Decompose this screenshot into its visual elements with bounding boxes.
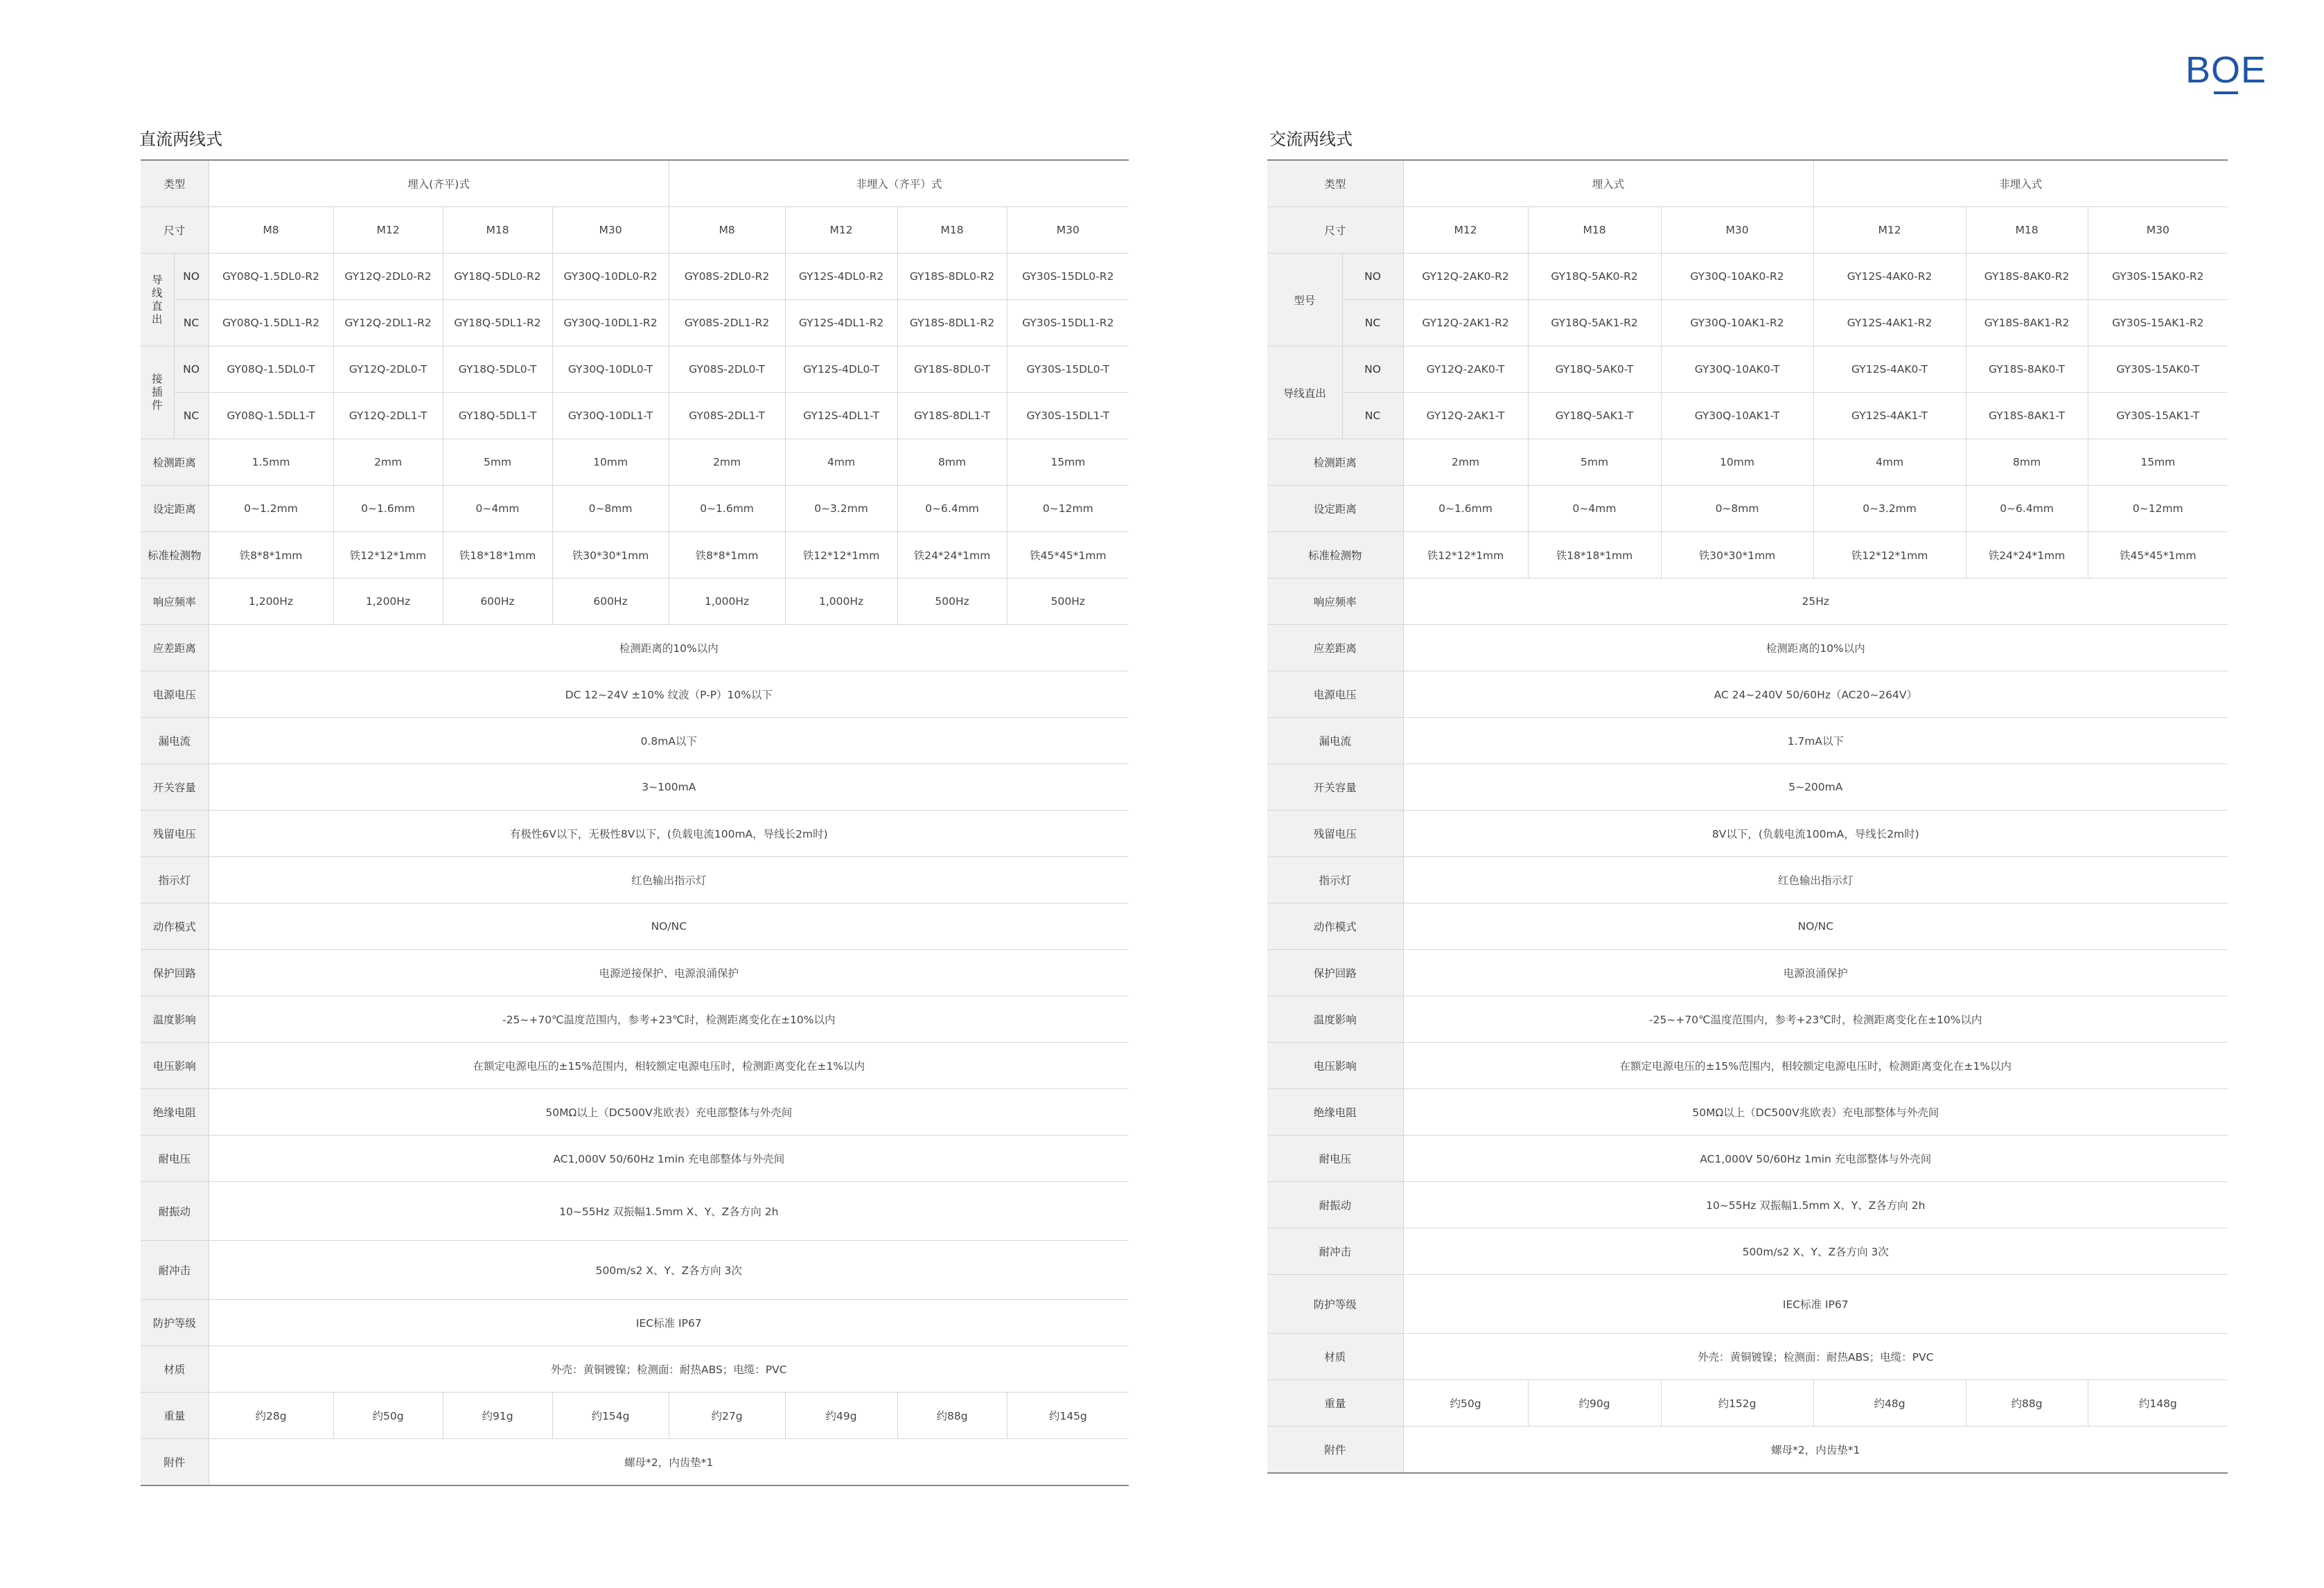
- spec-value: 铁8*8*1mm: [209, 532, 333, 579]
- model-cell: GY18S-8AK1-T: [1966, 393, 2088, 439]
- spec-value: 0~8mm: [552, 486, 669, 532]
- no-nc-label: NC: [174, 393, 209, 439]
- spec-value: 4mm: [785, 439, 897, 486]
- spec-label: 保护回路: [1267, 950, 1403, 996]
- spec-value: IEC标准 IP67: [209, 1300, 1129, 1346]
- accessory-value: 螺母*2，内齿垫*1: [209, 1439, 1129, 1486]
- table-row: [1267, 254, 2228, 300]
- spec-value: 在额定电源电压的±15%范围内，相较额定电源电压时，检测距离变化在±1%以内: [209, 1043, 1129, 1089]
- model-cell: GY30Q-10DL0-T: [552, 346, 669, 393]
- spec-value: 0~1.6mm: [1403, 486, 1528, 532]
- spec-value: 0~1.2mm: [209, 486, 333, 532]
- model-cell: GY30S-15DL1-T: [1007, 393, 1129, 439]
- spec-value: 0~3.2mm: [785, 486, 897, 532]
- spec-value: 红色输出指示灯: [1403, 857, 2228, 903]
- spec-value: 10mm: [1661, 439, 1813, 486]
- model-cell: GY30S-15AK1-R2: [2088, 300, 2228, 346]
- spec-value: NO/NC: [209, 903, 1129, 950]
- spec-label: 电源电压: [1267, 671, 1403, 718]
- spec-value: 检测距离的10%以内: [1403, 625, 2228, 671]
- model-cell: GY18Q-5AK1-R2: [1528, 300, 1661, 346]
- model-cell: GY30S-15AK1-T: [2088, 393, 2228, 439]
- spec-value: 铁12*12*1mm: [1403, 532, 1528, 579]
- table-row: [141, 1393, 1129, 1439]
- spec-value: 铁18*18*1mm: [443, 532, 552, 579]
- table-row: [1267, 1334, 2228, 1380]
- spec-value: 15mm: [2088, 439, 2228, 486]
- table-row: [141, 486, 1129, 532]
- weight-value: 约154g: [552, 1393, 669, 1439]
- model-cell: GY12S-4DL1-R2: [785, 300, 897, 346]
- non-embedded-header: 非埋入（齐平）式: [669, 160, 1129, 207]
- model-cell: GY30Q-10DL0-R2: [552, 254, 669, 300]
- spec-label: 电源电压: [141, 671, 209, 718]
- table-row: [141, 1182, 1129, 1241]
- spec-label: 耐冲击: [1267, 1228, 1403, 1275]
- spec-value: IEC标准 IP67: [1403, 1275, 2228, 1334]
- model-cell: GY12Q-2AK1-R2: [1403, 300, 1528, 346]
- spec-value: 10~55Hz 双振幅1.5mm X、Y、Z各方向 2h: [209, 1182, 1129, 1241]
- table-row: [141, 625, 1129, 671]
- model-cell: GY30Q-10AK0-R2: [1661, 254, 1813, 300]
- size-label: 尺寸: [141, 207, 209, 254]
- model-cell: GY18S-8AK0-T: [1966, 346, 2088, 393]
- spec-label: 材质: [1267, 1334, 1403, 1380]
- table-row: [1267, 160, 2228, 207]
- spec-value: 10~55Hz 双振幅1.5mm X、Y、Z各方向 2h: [1403, 1182, 2228, 1228]
- model-cell: GY30Q-10AK1-R2: [1661, 300, 1813, 346]
- spec-label: 漏电流: [141, 718, 209, 764]
- table-row: [1267, 671, 2228, 718]
- spec-value: 2mm: [1403, 439, 1528, 486]
- model-cell: GY30Q-10DL1-R2: [552, 300, 669, 346]
- model-cell: GY12S-4AK0-R2: [1813, 254, 1966, 300]
- spec-value: 0~12mm: [1007, 486, 1129, 532]
- model-cell: GY08Q-1.5DL0-R2: [209, 254, 333, 300]
- spec-value: 0~1.6mm: [669, 486, 785, 532]
- table-row: [141, 1043, 1129, 1089]
- model-cell: GY18Q-5DL0-R2: [443, 254, 552, 300]
- size-cell: M12: [785, 207, 897, 254]
- ac-spec-table: [1267, 159, 2228, 1474]
- spec-value: 15mm: [1007, 439, 1129, 486]
- accessory-label: 附件: [1267, 1427, 1403, 1474]
- table-row: [1267, 996, 2228, 1043]
- spec-label: 开关容量: [1267, 764, 1403, 811]
- table-row: [141, 903, 1129, 950]
- model-cell: GY12S-4AK1-T: [1813, 393, 1966, 439]
- weight-label: 重量: [141, 1393, 209, 1439]
- model-cell: GY08Q-1.5DL1-R2: [209, 300, 333, 346]
- spec-label: 开关容量: [141, 764, 209, 811]
- table-row: [141, 207, 1129, 254]
- model-cell: GY30S-15DL0-R2: [1007, 254, 1129, 300]
- spec-value: 50MΩ以上（DC500V兆欧表）充电部整体与外壳间: [1403, 1089, 2228, 1136]
- spec-value: 2mm: [333, 439, 443, 486]
- spec-value: 4mm: [1813, 439, 1966, 486]
- no-nc-label: NC: [174, 300, 209, 346]
- spec-label: 温度影响: [1267, 996, 1403, 1043]
- spec-label: 漏电流: [1267, 718, 1403, 764]
- table-row: [1267, 1043, 2228, 1089]
- spec-value: 25Hz: [1403, 579, 2228, 625]
- table-row: [1267, 393, 2228, 439]
- type-label: 类型: [141, 160, 209, 207]
- table-row: [1267, 1182, 2228, 1228]
- no-nc-label: NO: [174, 254, 209, 300]
- spec-label: 残留电压: [1267, 811, 1403, 857]
- spec-value: 铁18*18*1mm: [1528, 532, 1661, 579]
- spec-value: NO/NC: [1403, 903, 2228, 950]
- spec-value: 0~6.4mm: [1966, 486, 2088, 532]
- spec-value: 铁8*8*1mm: [669, 532, 785, 579]
- table-row: [1267, 532, 2228, 579]
- spec-value: -25~+70℃温度范围内，参考+23℃时，检测距离变化在±10%以内: [209, 996, 1129, 1043]
- table-row: [1267, 300, 2228, 346]
- table-row: [1267, 718, 2228, 764]
- spec-value: 铁30*30*1mm: [1661, 532, 1813, 579]
- spec-label: 设定距离: [1267, 486, 1403, 532]
- size-cell: M12: [1813, 207, 1966, 254]
- spec-value: AC1,000V 50/60Hz 1min 充电部整体与外壳间: [1403, 1136, 2228, 1182]
- model-cell: GY30S-15DL0-T: [1007, 346, 1129, 393]
- ac-two-wire-title: 交流两线式: [1269, 130, 1353, 149]
- spec-label: 防护等级: [1267, 1275, 1403, 1334]
- table-row: [1267, 950, 2228, 996]
- model-cell: GY12S-4AK0-T: [1813, 346, 1966, 393]
- spec-value: 铁12*12*1mm: [785, 532, 897, 579]
- spec-value: 铁12*12*1mm: [1813, 532, 1966, 579]
- size-cell: M8: [209, 207, 333, 254]
- table-row: [141, 393, 1129, 439]
- model-group-label: 型号: [1267, 254, 1342, 346]
- no-nc-label: NO: [1342, 346, 1403, 393]
- spec-value: 500m/s2 X、Y、Z各方向 3次: [1403, 1228, 2228, 1275]
- table-row: [1267, 764, 2228, 811]
- table-row: [141, 254, 1129, 300]
- spec-label: 耐振动: [1267, 1182, 1403, 1228]
- model-cell: GY30S-15DL1-R2: [1007, 300, 1129, 346]
- table-row: [1267, 579, 2228, 625]
- table-row: [141, 718, 1129, 764]
- size-cell: M12: [333, 207, 443, 254]
- model-cell: GY30Q-10DL1-T: [552, 393, 669, 439]
- spec-label: 应差距离: [141, 625, 209, 671]
- spec-value: 1.5mm: [209, 439, 333, 486]
- spec-value: 外壳：黄铜镀镍；检测面：耐热ABS；电缆：PVC: [1403, 1334, 2228, 1380]
- embedded-header: 埋入(齐平)式: [209, 160, 669, 207]
- model-cell: GY08Q-1.5DL0-T: [209, 346, 333, 393]
- model-cell: GY12Q-2AK0-R2: [1403, 254, 1528, 300]
- spec-label: 动作模式: [141, 903, 209, 950]
- model-cell: GY18Q-5DL0-T: [443, 346, 552, 393]
- spec-label: 耐电压: [1267, 1136, 1403, 1182]
- spec-value: 8mm: [1966, 439, 2088, 486]
- model-cell: GY08S-2DL0-R2: [669, 254, 785, 300]
- table-row: [141, 1241, 1129, 1300]
- model-cell: GY08S-2DL1-T: [669, 393, 785, 439]
- spec-label: 电压影响: [141, 1043, 209, 1089]
- weight-value: 约48g: [1813, 1380, 1966, 1427]
- spec-label: 电压影响: [1267, 1043, 1403, 1089]
- spec-value: 8V以下，(负载电流100mA，导线长2m时): [1403, 811, 2228, 857]
- spec-value: 0~4mm: [1528, 486, 1661, 532]
- spec-value: 8mm: [897, 439, 1007, 486]
- spec-label: 响应频率: [1267, 579, 1403, 625]
- spec-value: 1,200Hz: [333, 579, 443, 625]
- table-row: [1267, 1228, 2228, 1275]
- size-cell: M30: [1661, 207, 1813, 254]
- weight-value: 约49g: [785, 1393, 897, 1439]
- spec-value: 1,000Hz: [669, 579, 785, 625]
- spec-value: 5~200mA: [1403, 764, 2228, 811]
- spec-value: 500Hz: [1007, 579, 1129, 625]
- table-row: [141, 532, 1129, 579]
- spec-value: -25~+70℃温度范围内，参考+23℃时，检测距离变化在±10%以内: [1403, 996, 2228, 1043]
- spec-label: 响应频率: [141, 579, 209, 625]
- connector-group-label: 接 插 件: [141, 346, 174, 439]
- model-cell: GY18Q-5DL1-R2: [443, 300, 552, 346]
- spec-value: 500Hz: [897, 579, 1007, 625]
- spec-value: 0~4mm: [443, 486, 552, 532]
- spec-value: 铁24*24*1mm: [1966, 532, 2088, 579]
- spec-label: 指示灯: [1267, 857, 1403, 903]
- model-cell: GY18Q-5AK0-R2: [1528, 254, 1661, 300]
- spec-label: 应差距离: [1267, 625, 1403, 671]
- model-cell: GY30S-15AK0-R2: [2088, 254, 2228, 300]
- wire-group-label: 导线直出: [1267, 346, 1342, 439]
- spec-value: 0~1.6mm: [333, 486, 443, 532]
- model-cell: GY12S-4DL0-R2: [785, 254, 897, 300]
- spec-value: 电源逆接保护、电源浪涌保护: [209, 950, 1129, 996]
- spec-value: AC 24~240V 50/60Hz（AC20~264V）: [1403, 671, 2228, 718]
- size-cell: M30: [2088, 207, 2228, 254]
- table-row: [1267, 486, 2228, 532]
- model-cell: GY08S-2DL1-R2: [669, 300, 785, 346]
- spec-value: 5mm: [443, 439, 552, 486]
- spec-value: 3~100mA: [209, 764, 1129, 811]
- table-row: [141, 1089, 1129, 1136]
- table-row: [1267, 857, 2228, 903]
- spec-value: 铁45*45*1mm: [1007, 532, 1129, 579]
- model-cell: GY08Q-1.5DL1-T: [209, 393, 333, 439]
- table-row: [1267, 1380, 2228, 1427]
- model-cell: GY18Q-5AK1-T: [1528, 393, 1661, 439]
- table-row: [141, 1346, 1129, 1393]
- size-cell: M30: [552, 207, 669, 254]
- table-row: [141, 346, 1129, 393]
- spec-value: 铁45*45*1mm: [2088, 532, 2228, 579]
- size-cell: M18: [1966, 207, 2088, 254]
- spec-value: 10mm: [552, 439, 669, 486]
- table-row: [1267, 903, 2228, 950]
- spec-label: 保护回路: [141, 950, 209, 996]
- spec-value: 0.8mA以下: [209, 718, 1129, 764]
- spec-label: 材质: [141, 1346, 209, 1393]
- weight-value: 约152g: [1661, 1380, 1813, 1427]
- weight-value: 约27g: [669, 1393, 785, 1439]
- spec-label: 标准检测物: [1267, 532, 1403, 579]
- table-row: [1267, 811, 2228, 857]
- spec-value: 铁12*12*1mm: [333, 532, 443, 579]
- wire-group-label: 导 线 直 出: [141, 254, 174, 346]
- spec-value: 外壳：黄铜镀镍；检测面：耐热ABS；电缆：PVC: [209, 1346, 1129, 1393]
- spec-label: 标准检测物: [141, 532, 209, 579]
- boe-logo: BOE: [2185, 49, 2267, 91]
- spec-label: 耐冲击: [141, 1241, 209, 1300]
- spec-label: 残留电压: [141, 811, 209, 857]
- weight-value: 约91g: [443, 1393, 552, 1439]
- spec-value: 600Hz: [443, 579, 552, 625]
- spec-value: 1,200Hz: [209, 579, 333, 625]
- model-cell: GY18S-8AK1-R2: [1966, 300, 2088, 346]
- spec-value: 500m/s2 X、Y、Z各方向 3次: [209, 1241, 1129, 1300]
- spec-value: 1,000Hz: [785, 579, 897, 625]
- table-row: [141, 160, 1129, 207]
- spec-label: 绝缘电阻: [1267, 1089, 1403, 1136]
- model-cell: GY12S-4AK1-R2: [1813, 300, 1966, 346]
- spec-value: 0~3.2mm: [1813, 486, 1966, 532]
- weight-value: 约148g: [2088, 1380, 2228, 1427]
- weight-value: 约145g: [1007, 1393, 1129, 1439]
- table-row: [1267, 207, 2228, 254]
- model-cell: GY12Q-2DL1-T: [333, 393, 443, 439]
- table-row: [1267, 1427, 2228, 1474]
- spec-value: DC 12~24V ±10% 纹波（P-P）10%以下: [209, 671, 1129, 718]
- table-row: [1267, 1089, 2228, 1136]
- model-cell: GY30Q-10AK0-T: [1661, 346, 1813, 393]
- weight-value: 约90g: [1528, 1380, 1661, 1427]
- model-cell: GY18S-8DL0-R2: [897, 254, 1007, 300]
- table-row: [141, 811, 1129, 857]
- spec-value: 铁30*30*1mm: [552, 532, 669, 579]
- spec-value: 铁24*24*1mm: [897, 532, 1007, 579]
- spec-label: 指示灯: [141, 857, 209, 903]
- dc-two-wire-title: 直流两线式: [139, 130, 222, 149]
- spec-value: 在额定电源电压的±15%范围内，相较额定电源电压时，检测距离变化在±1%以内: [1403, 1043, 2228, 1089]
- size-cell: M12: [1403, 207, 1528, 254]
- size-cell: M18: [1528, 207, 1661, 254]
- table-row: [141, 1439, 1129, 1486]
- type-label: 类型: [1267, 160, 1403, 207]
- no-nc-label: NO: [1342, 254, 1403, 300]
- table-row: [1267, 1275, 2228, 1334]
- model-cell: GY12Q-2AK0-T: [1403, 346, 1528, 393]
- spec-value: 1.7mA以下: [1403, 718, 2228, 764]
- spec-value: 检测距离的10%以内: [209, 625, 1129, 671]
- spec-value: 2mm: [669, 439, 785, 486]
- model-cell: GY12S-4DL1-T: [785, 393, 897, 439]
- table-row: [141, 300, 1129, 346]
- weight-value: 约50g: [333, 1393, 443, 1439]
- model-cell: GY18S-8AK0-R2: [1966, 254, 2088, 300]
- spec-value: 有极性6V以下，无极性8V以下，(负载电流100mA，导线长2m时): [209, 811, 1129, 857]
- spec-label: 动作模式: [1267, 903, 1403, 950]
- non-embedded-header: 非埋入式: [1813, 160, 2228, 207]
- dc-spec-table: [141, 159, 1129, 1486]
- size-cell: M8: [669, 207, 785, 254]
- spec-value: 0~12mm: [2088, 486, 2228, 532]
- weight-value: 约88g: [897, 1393, 1007, 1439]
- spec-value: 50MΩ以上（DC500V兆欧表）充电部整体与外壳间: [209, 1089, 1129, 1136]
- spec-label: 温度影响: [141, 996, 209, 1043]
- size-cell: M30: [1007, 207, 1129, 254]
- table-row: [141, 579, 1129, 625]
- table-row: [141, 1136, 1129, 1182]
- spec-value: 0~6.4mm: [897, 486, 1007, 532]
- spec-value: 5mm: [1528, 439, 1661, 486]
- model-cell: GY18S-8DL1-R2: [897, 300, 1007, 346]
- table-row: [1267, 346, 2228, 393]
- accessory-label: 附件: [141, 1439, 209, 1486]
- spec-value: 红色输出指示灯: [209, 857, 1129, 903]
- table-row: [1267, 625, 2228, 671]
- size-cell: M18: [443, 207, 552, 254]
- no-nc-label: NC: [1342, 393, 1403, 439]
- table-row: [141, 671, 1129, 718]
- weight-value: 约88g: [1966, 1380, 2088, 1427]
- spec-label: 防护等级: [141, 1300, 209, 1346]
- model-cell: GY18Q-5AK0-T: [1528, 346, 1661, 393]
- spec-label: 耐振动: [141, 1182, 209, 1241]
- model-cell: GY12Q-2AK1-T: [1403, 393, 1528, 439]
- model-cell: GY12Q-2DL1-R2: [333, 300, 443, 346]
- weight-label: 重量: [1267, 1380, 1403, 1427]
- model-cell: GY30S-15AK0-T: [2088, 346, 2228, 393]
- table-row: [141, 1300, 1129, 1346]
- no-nc-label: NO: [174, 346, 209, 393]
- table-row: [141, 439, 1129, 486]
- model-cell: GY12S-4DL0-T: [785, 346, 897, 393]
- spec-label: 检测距离: [141, 439, 209, 486]
- table-row: [141, 950, 1129, 996]
- spec-value: 0~8mm: [1661, 486, 1813, 532]
- accessory-value: 螺母*2，内齿垫*1: [1403, 1427, 2228, 1474]
- table-row: [1267, 1136, 2228, 1182]
- spec-value: AC1,000V 50/60Hz 1min 充电部整体与外壳间: [209, 1136, 1129, 1182]
- table-row: [141, 857, 1129, 903]
- embedded-header: 埋入式: [1403, 160, 1813, 207]
- spec-label: 设定距离: [141, 486, 209, 532]
- no-nc-label: NC: [1342, 300, 1403, 346]
- spec-value: 600Hz: [552, 579, 669, 625]
- model-cell: GY30Q-10AK1-T: [1661, 393, 1813, 439]
- spec-label: 耐电压: [141, 1136, 209, 1182]
- model-cell: GY08S-2DL0-T: [669, 346, 785, 393]
- table-row: [1267, 439, 2228, 486]
- spec-value: 电源浪涌保护: [1403, 950, 2228, 996]
- model-cell: GY18S-8DL1-T: [897, 393, 1007, 439]
- model-cell: GY12Q-2DL0-R2: [333, 254, 443, 300]
- model-cell: GY18Q-5DL1-T: [443, 393, 552, 439]
- weight-value: 约28g: [209, 1393, 333, 1439]
- weight-value: 约50g: [1403, 1380, 1528, 1427]
- size-label: 尺寸: [1267, 207, 1403, 254]
- model-cell: GY18S-8DL0-T: [897, 346, 1007, 393]
- size-cell: M18: [897, 207, 1007, 254]
- model-cell: GY12Q-2DL0-T: [333, 346, 443, 393]
- spec-label: 检测距离: [1267, 439, 1403, 486]
- spec-label: 绝缘电阻: [141, 1089, 209, 1136]
- table-row: [141, 764, 1129, 811]
- table-row: [141, 996, 1129, 1043]
